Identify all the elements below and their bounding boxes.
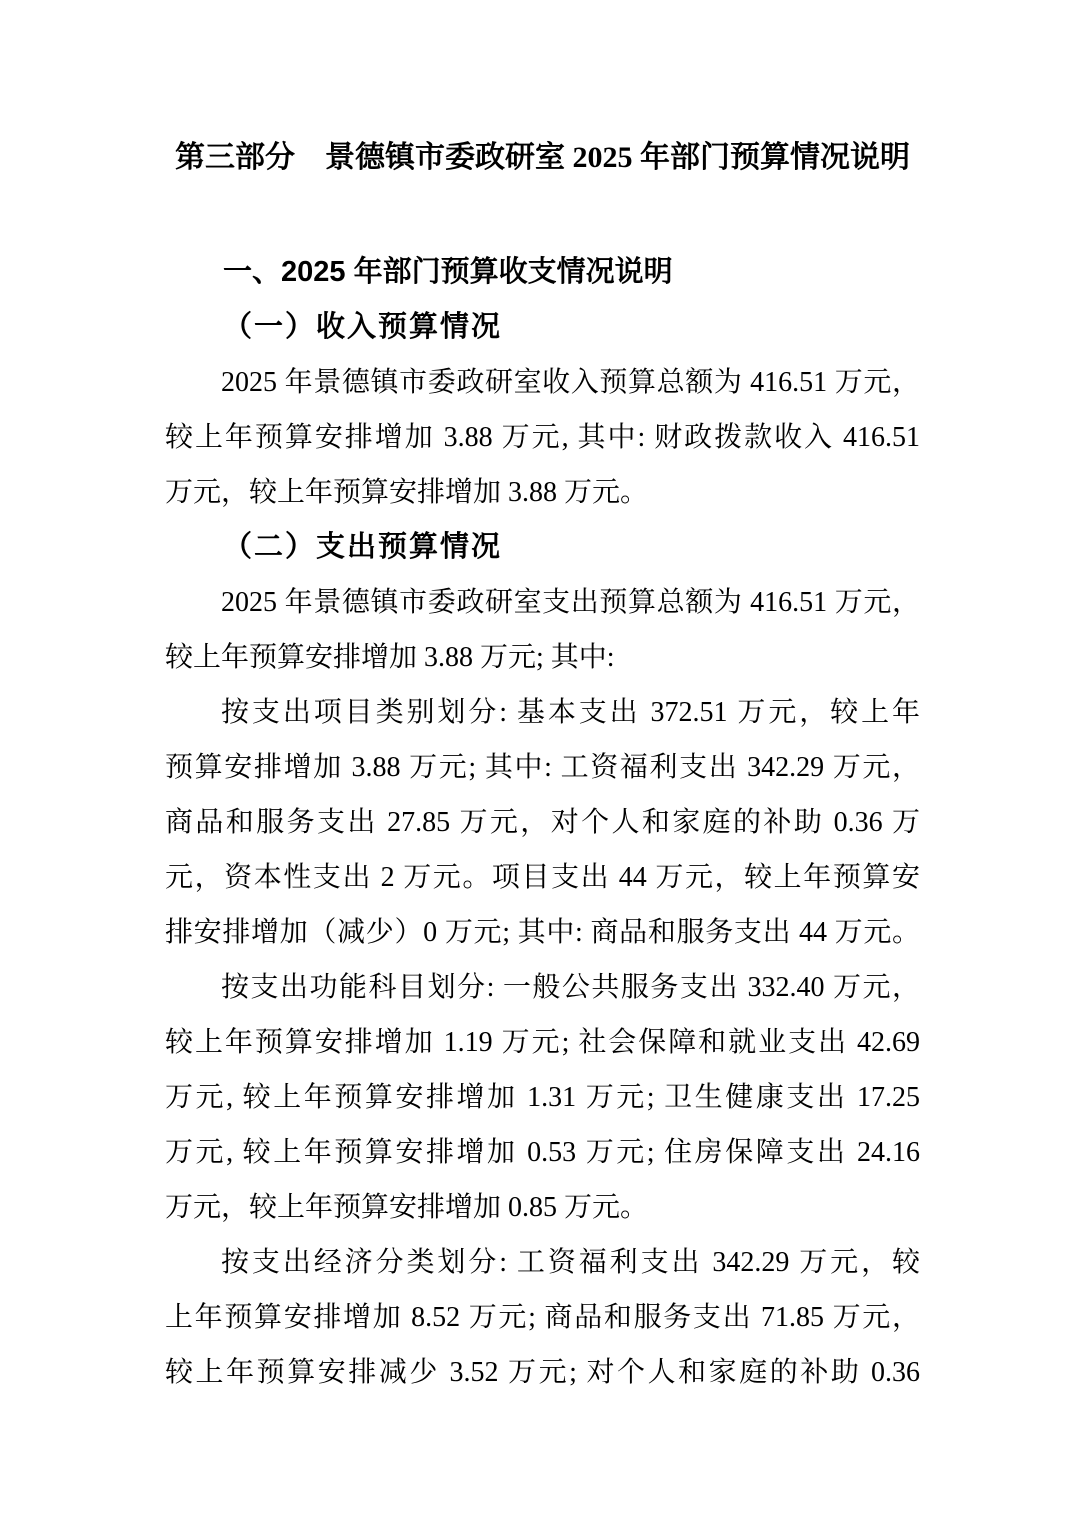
document-title: 第三部分 景德镇市委政研室 2025 年部门预算情况说明 [175, 141, 910, 174]
paragraph-line: 按支出经济分类划分: 工资福利支出 342.29 万元，较 [221, 1247, 920, 1278]
income-subsection-heading: （一）收入预算情况 [223, 311, 503, 343]
paragraph-line: 较上年预算安排增加 3.88 万元, 其中: 财政拨款收入 416.51 [165, 422, 920, 453]
expenditure-subsection-heading: （二）支出预算情况 [223, 531, 503, 563]
paragraph-line: 2025 年景德镇市委政研室支出预算总额为 416.51 万元， [221, 587, 920, 618]
page-content [0, 130, 1074, 1400]
paragraph-line: 万元, 较上年预算安排增加 0.53 万元; 住房保障支出 24.16 [165, 1137, 920, 1168]
paragraph-line: 预算安排增加 3.88 万元; 其中: 工资福利支出 342.29 万元， [165, 752, 920, 783]
paragraph-line: 万元, 较上年预算安排增加 1.31 万元; 卫生健康支出 17.25 [165, 1082, 920, 1113]
paragraph-line: 万元，较上年预算安排增加 3.88 万元。 [165, 477, 649, 508]
paragraph-line: 按支出项目类别划分: 基本支出 372.51 万元，较上年 [221, 697, 920, 728]
paragraph-line: 较上年预算安排减少 3.52 万元; 对个人和家庭的补助 0.36 [165, 1357, 920, 1388]
paragraph-line: 排安排增加（减少）0 万元; 其中: 商品和服务支出 44 万元。 [165, 917, 920, 948]
paragraph-line: 2025 年景德镇市委政研室收入预算总额为 416.51 万元， [221, 367, 920, 398]
paragraph-line: 元，资本性支出 2 万元。项目支出 44 万元，较上年预算安 [165, 862, 920, 893]
paragraph-line: 商品和服务支出 27.85 万元，对个人和家庭的补助 0.36 万 [165, 807, 920, 838]
section-heading: 一、2025 年部门预算收支情况说明 [223, 256, 673, 288]
paragraph-line: 较上年预算安排增加 1.19 万元; 社会保障和就业支出 42.69 [165, 1027, 920, 1058]
paragraph-line: 万元，较上年预算安排增加 0.85 万元。 [165, 1192, 649, 1223]
paragraph-line: 按支出功能科目划分: 一般公共服务支出 332.40 万元， [221, 972, 920, 1003]
paragraph-line: 较上年预算安排增加 3.88 万元; 其中: [165, 642, 615, 673]
paragraph-line: 上年预算安排增加 8.52 万元; 商品和服务支出 71.85 万元， [165, 1302, 920, 1333]
